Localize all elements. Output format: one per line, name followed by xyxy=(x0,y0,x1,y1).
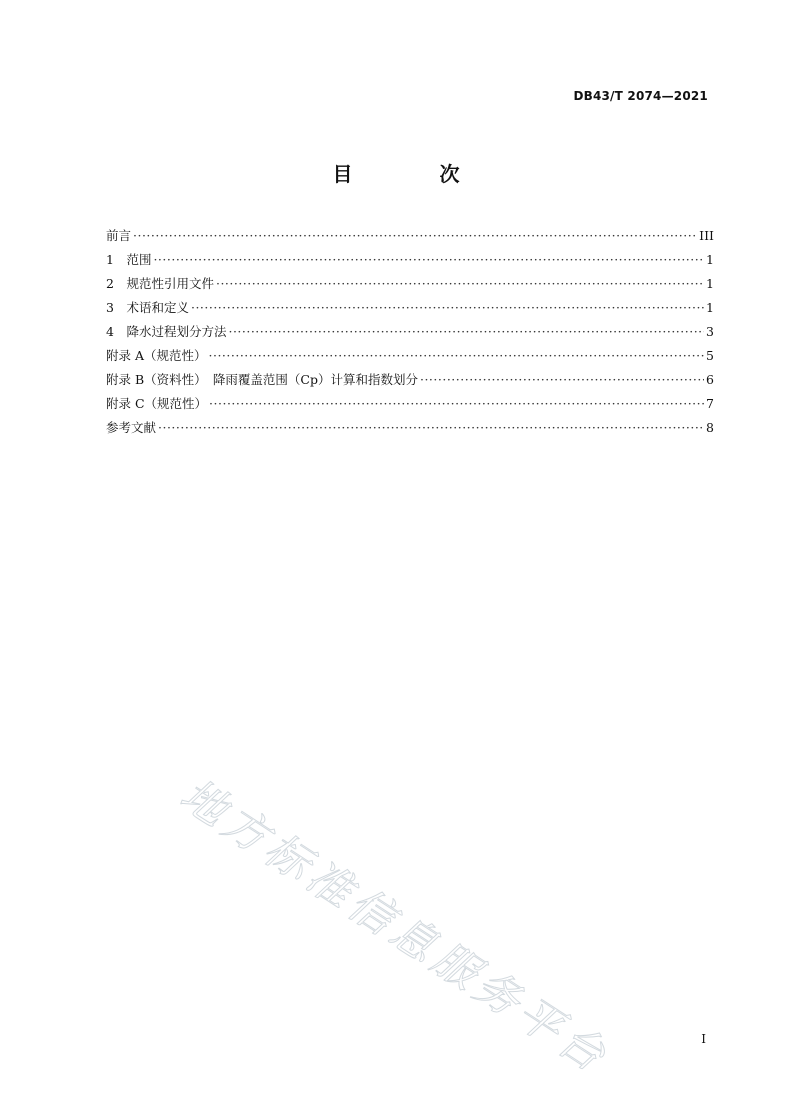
toc-title: 目 次 xyxy=(332,162,500,186)
toc-entry-label: 1 范围 xyxy=(106,252,152,267)
toc-entry-label: 参考文献 xyxy=(106,420,157,435)
toc-entry-page: 6 xyxy=(706,372,714,387)
toc-entry-page: 8 xyxy=(706,420,714,435)
toc-entry-page: 1 xyxy=(706,300,714,315)
toc-leader xyxy=(420,368,704,392)
toc-entry-label: 4 降水过程划分方法 xyxy=(106,324,227,339)
toc-entry-label: 附录 B（资料性） 降雨覆盖范围（Cp）计算和指数划分 xyxy=(106,372,418,387)
toc-entry-label: 附录 A（规范性） xyxy=(106,348,207,363)
toc-leader xyxy=(191,296,704,320)
toc-entry-bibliography[interactable] xyxy=(106,416,714,440)
toc-leader xyxy=(228,320,704,344)
toc-entry-scope[interactable] xyxy=(106,248,714,272)
page-number: I xyxy=(701,1032,706,1046)
toc-leader xyxy=(216,272,704,296)
toc-entry-appendix-c[interactable] xyxy=(106,392,714,416)
toc-entry-label: 附录 C（规范性） xyxy=(106,396,208,411)
toc-entry-terms[interactable] xyxy=(106,296,714,320)
document-code: DB43/T 2074—2021 xyxy=(573,89,708,103)
toc-entry-method[interactable] xyxy=(106,320,714,344)
toc-entry-page: 7 xyxy=(706,396,714,411)
toc-entry-label: 3 术语和定义 xyxy=(106,300,189,315)
toc-leader xyxy=(133,224,697,248)
toc-entry-label: 前言 xyxy=(106,228,132,243)
toc-entry-page: 1 xyxy=(706,252,714,267)
toc-entry-page: 3 xyxy=(706,324,714,339)
toc-entry-normative-references[interactable] xyxy=(106,272,714,296)
toc-entry-page: 1 xyxy=(706,276,714,291)
toc-entry-foreword[interactable] xyxy=(106,224,714,248)
toc-leader xyxy=(153,248,704,272)
toc-leader xyxy=(209,392,704,416)
toc-leader xyxy=(209,344,704,368)
toc-leader xyxy=(158,416,704,440)
toc-entry-page: III xyxy=(699,228,714,243)
watermark: 地方标准信息服务平台 xyxy=(171,769,619,1085)
toc-list xyxy=(106,224,714,440)
toc-entry-label: 2 规范性引用文件 xyxy=(106,276,214,291)
toc-entry-page: 5 xyxy=(706,348,714,363)
toc-entry-appendix-a[interactable] xyxy=(106,344,714,368)
toc-entry-appendix-b[interactable] xyxy=(106,368,714,392)
